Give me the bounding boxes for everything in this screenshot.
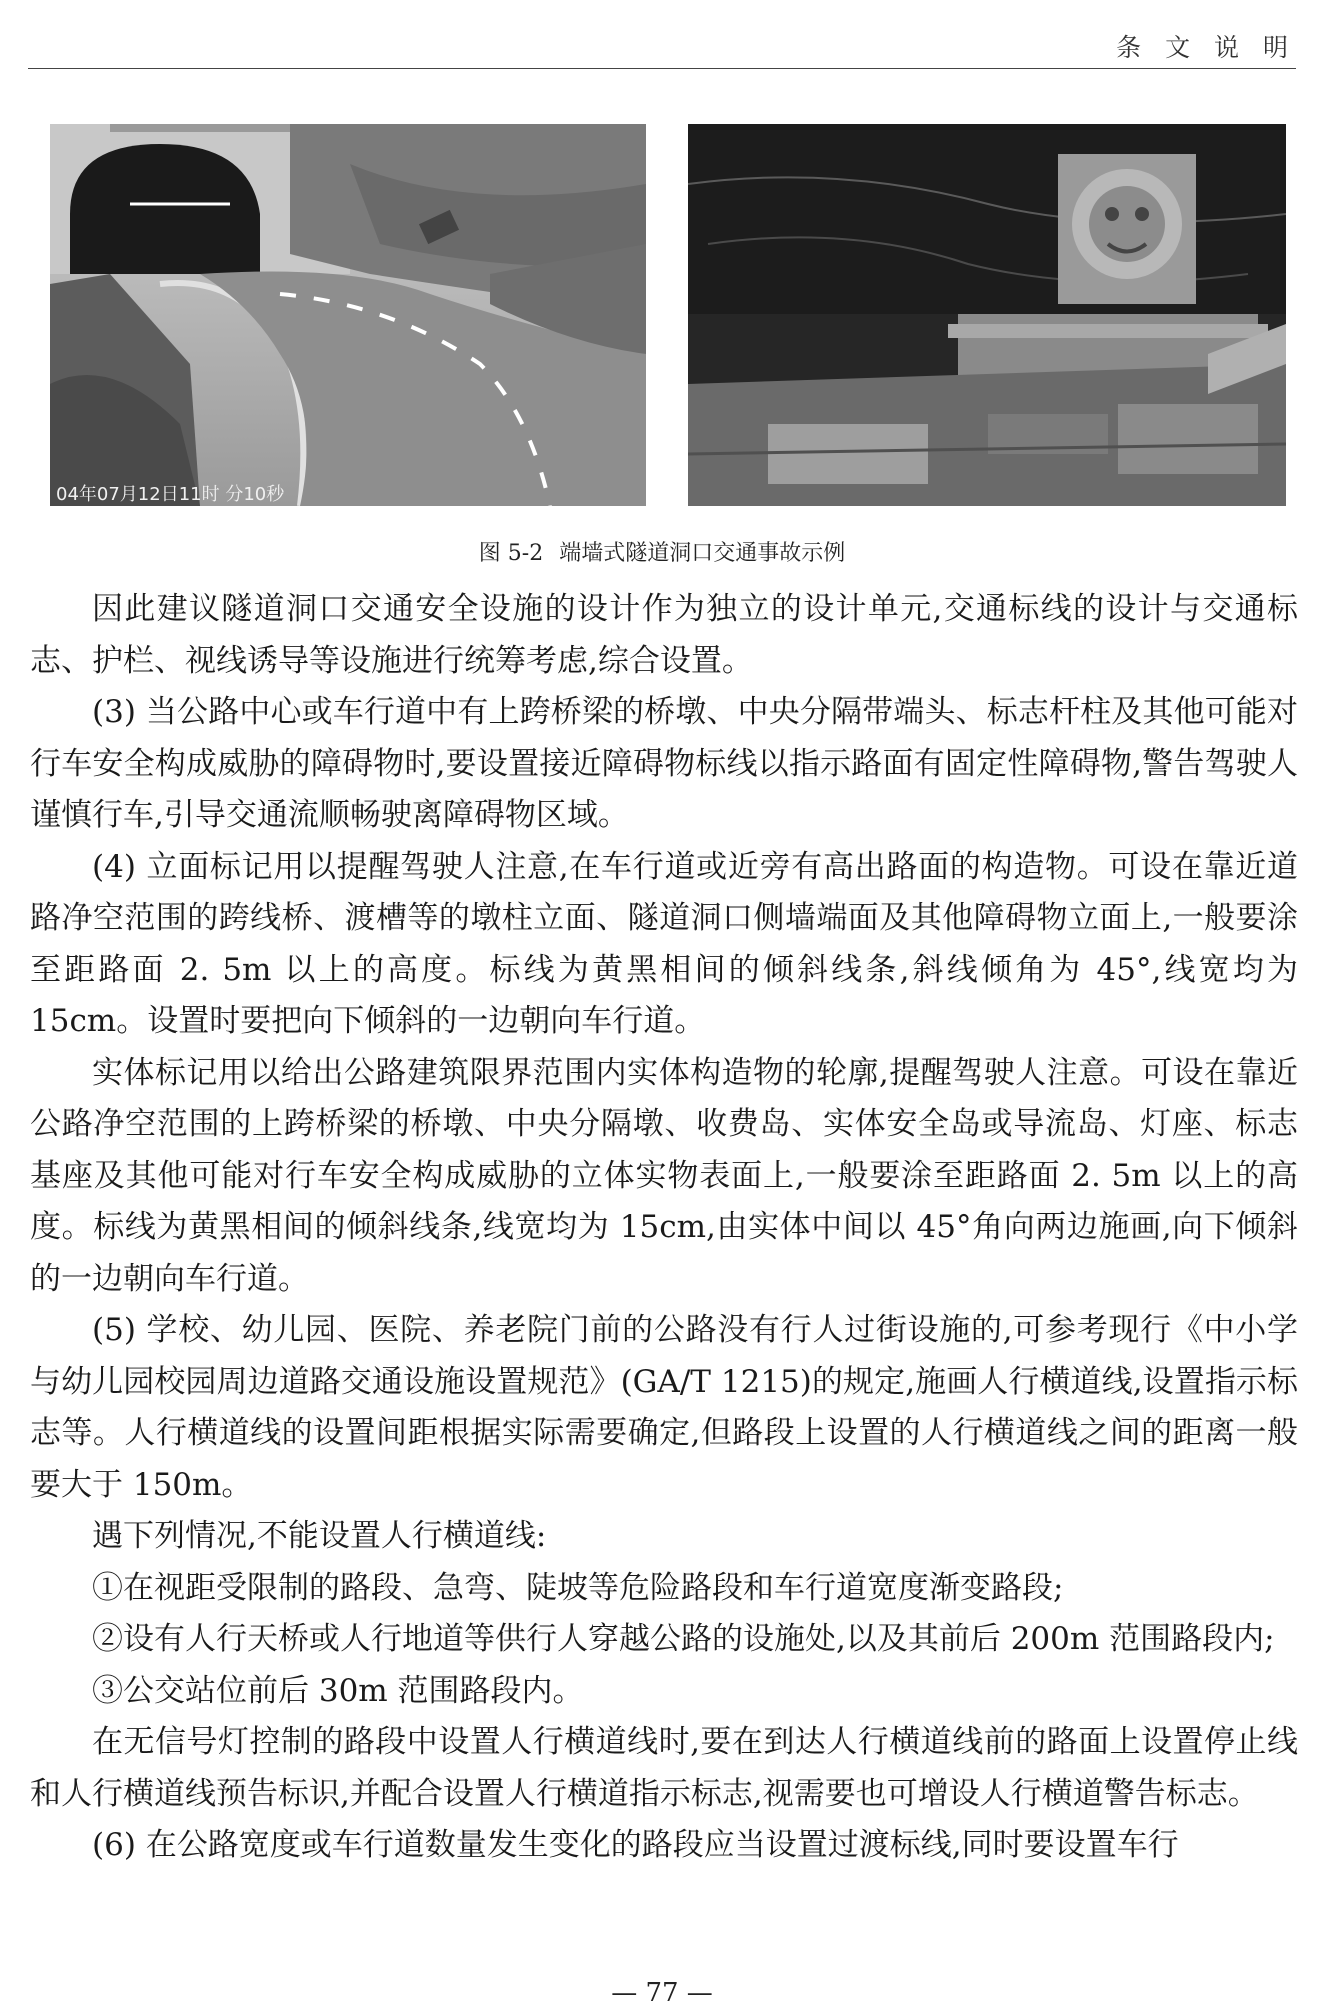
figure-title: 端墙式隧道洞口交通事故示例	[559, 541, 846, 566]
figure-number: 图 5-2	[478, 541, 544, 566]
paragraph: 因此建议隧道洞口交通安全设施的设计作为独立的设计单元,交通标线的设计与交通标志、护栏、视线诱导等设施进行统筹考虑,综合设置。	[30, 591, 1298, 679]
paragraph: 在无信号灯控制的路段中设置人行横道线时,要在到达人行横道线前的路面上设置停止线和人行横道线预告标识,并配合设置人行横道指示标志,视需要也可增设人行横道警告标志。	[30, 1724, 1298, 1812]
paragraph: (5) 学校、幼儿园、医院、养老院门前的公路没有行人过街设施的,可参考现行《中小学与幼儿园校园周边道路交通设施设置规范》(GA/T 1215)的规定,施画人行横道线,设置指示标志等。人行横道线的设置间距根据实际需要确定,但路段上设置的人行横道线之间的距离一般要大于 150m。	[30, 1312, 1298, 1503]
running-head: 条 文 说 明	[1116, 33, 1296, 62]
list-item: ①在视距受限制的路段、急弯、陡坡等危险路段和车行道宽度渐变路段;	[92, 1569, 1064, 1606]
tunnel-accident-photo	[50, 124, 646, 506]
paragraph: (6) 在公路宽度或车行道数量发生变化的路段应当设置过渡标线,同时要设置车行	[92, 1827, 1179, 1863]
figure-caption	[0, 536, 1324, 567]
photo-timestamp: 04年07月12日11时 分10秒	[56, 484, 285, 505]
page-number: — 77 —	[611, 1978, 713, 2008]
paragraph: 遇下列情况,不能设置人行横道线:	[92, 1518, 547, 1554]
portal-wall-damage-photo	[688, 124, 1286, 506]
body-text	[30, 584, 1298, 1872]
list-item: ③公交站位前后 30m 范围路段内。	[92, 1672, 584, 1709]
paragraph: (4) 立面标记用以提醒驾驶人注意,在车行道或近旁有高出路面的构造物。可设在靠近道路净空范围的跨线桥、渡槽等的墩柱立面、隧道洞口侧墙端面及其他障碍物立面上,一般要涂至距路面 2. 5m 以上的高度。标线为黄黑相间的倾斜线条,斜线倾角为 45°,线宽均为 15cm。设置时要把向下倾斜的一边朝向车行道。	[30, 848, 1298, 1039]
paragraph: 实体标记用以给出公路建筑限界范围内实体构造物的轮廓,提醒驾驶人注意。可设在靠近公路净空范围的上跨桥梁的桥墩、中央分隔墩、收费岛、实体安全岛或导流岛、灯座、标志基座及其他可能对行车安全构成威胁的立体实物表面上,一般要涂至距路面 2. 5m 以上的高度。标线为黄黑相间的倾斜线条,线宽均为 15cm,由实体中间以 45°角向两边施画,向下倾斜的一边朝向车行道。	[30, 1054, 1298, 1297]
paragraph: (3) 当公路中心或车行道中有上跨桥梁的桥墩、中央分隔带端头、标志杆柱及其他可能对行车安全构成威胁的障碍物时,要设置接近障碍物标线以指示路面有固定性障碍物,警告驾驶人谨慎行车,引导交通流顺畅驶离障碍物区域。	[30, 694, 1298, 833]
list-item: ②设有人行天桥或人行地道等供行人穿越公路的设施处,以及其前后 200m 范围路段内;	[92, 1621, 1275, 1657]
header-rule	[28, 68, 1296, 69]
